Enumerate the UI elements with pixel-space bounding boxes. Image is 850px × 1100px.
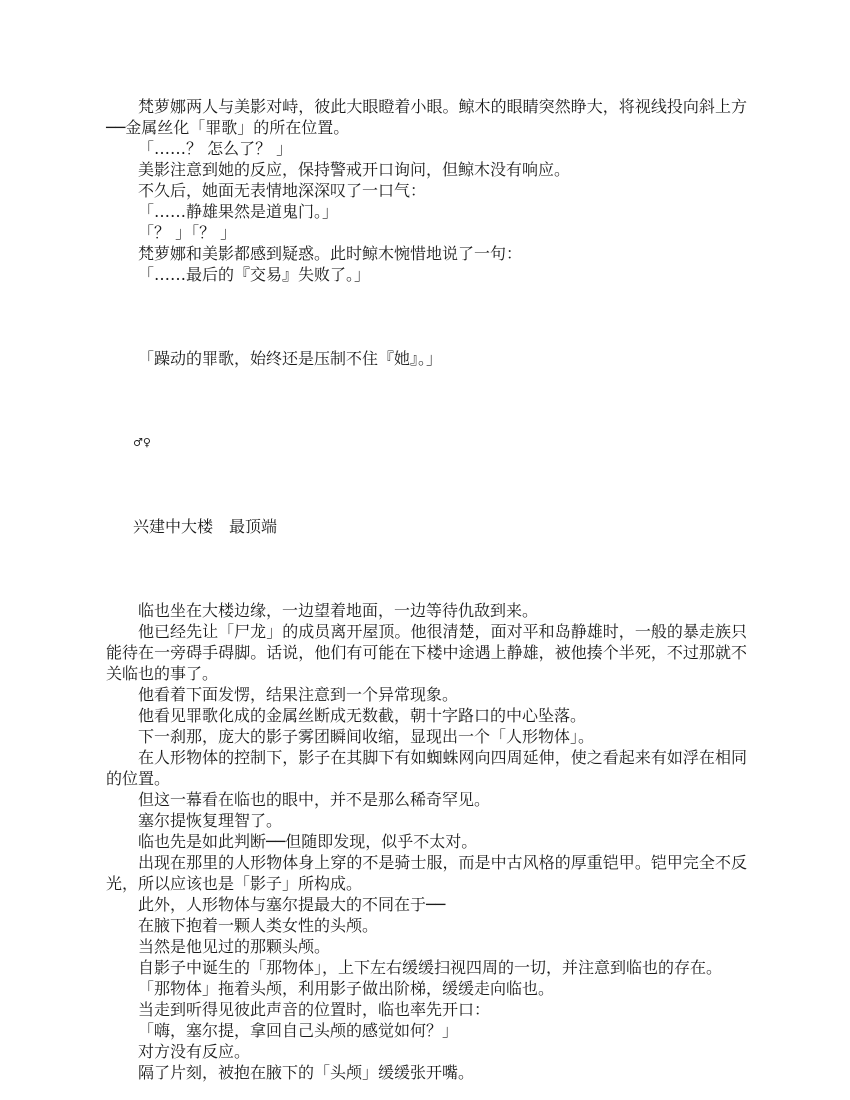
paragraph: 下一刹那，庞大的影子雾团瞬间收缩，显现出一个「人形物体」。 bbox=[138, 727, 595, 746]
paragraph: 不久后，她面无表情地深深叹了一口气： bbox=[138, 181, 427, 200]
paragraph: 出现在那里的人形物体身上穿的不是骑士服，而是中古风格的厚重铠甲。铠甲完全不反光，所以应该也是「影子」所构成。 bbox=[106, 853, 747, 893]
paragraph: 「……静雄果然是道鬼门。」 bbox=[138, 202, 339, 221]
paragraph: 「……最后的『交易』失败了。」 bbox=[138, 265, 371, 284]
paragraph: 当走到听得见彼此声音的位置时，临也率先开口： bbox=[138, 1000, 491, 1019]
paragraph: 对方没有反应。 bbox=[138, 1042, 251, 1061]
paragraph: 「嗨，塞尔提，拿回自己头颅的感觉如何？」 bbox=[138, 1021, 459, 1040]
paragraph: 在人形物体的控制下，影子在其脚下有如蜘蛛网向四周延伸，使之看起来有如浮在相同的位置。 bbox=[106, 748, 747, 788]
paragraph: 自影子中诞生的「那物体」，上下左右缓缓扫视四周的一切，并注意到临也的存在。 bbox=[138, 958, 723, 977]
scene-break-symbol: ♂♀ bbox=[133, 436, 151, 449]
paragraph: 他已经先让「尸龙」的成员离开屋顶。他很清楚，面对平和岛静雄时，一般的暴走族只能待在一旁碍手碍脚。话说，他们有可能在下楼中途遇上静雄，被他揍个半死，不过那就不关临也的事了。 bbox=[106, 622, 747, 683]
paragraph: 塞尔提恢复理智了。 bbox=[138, 811, 283, 830]
paragraph: 「那物体」拖着头颅，利用影子做出阶梯，缓缓走向临也。 bbox=[138, 979, 555, 998]
paragraph: 隔了片刻，被抱在腋下的「头颅」缓缓张开嘴。 bbox=[138, 1063, 475, 1082]
document-page bbox=[106, 96, 747, 1083]
scene-title: 兴建中大楼 最顶端 bbox=[133, 517, 278, 536]
paragraph: 「……？ 怎么了？ 」 bbox=[138, 139, 293, 158]
spacer bbox=[106, 453, 747, 516]
spacer bbox=[106, 369, 747, 432]
section-2 bbox=[106, 600, 747, 1083]
paragraph: 「？ 」「？ 」 bbox=[138, 223, 237, 242]
spacer bbox=[106, 537, 747, 600]
paragraph: 但这一幕看在临也的眼中，并不是那么稀奇罕见。 bbox=[138, 790, 491, 809]
paragraph: 此外，人形物体与塞尔提最大的不同在于── bbox=[138, 895, 446, 914]
paragraph: 当然是他见过的那颗头颅。 bbox=[138, 937, 331, 956]
paragraph: 梵萝娜和美影都感到疑惑。此时鲸木惋惜地说了一句： bbox=[138, 244, 523, 263]
section-1 bbox=[106, 96, 747, 369]
paragraph: 美影注意到她的反应，保持警戒开口询问，但鲸木没有响应。 bbox=[138, 160, 571, 179]
paragraph: 临也先是如此判断──但随即发现，似乎不太对。 bbox=[138, 832, 478, 851]
paragraph: 在腋下抱着一颗人类女性的头颅。 bbox=[138, 916, 379, 935]
isolated-quote: 「躁动的罪歌，始终还是压制不住『她』。」 bbox=[138, 349, 443, 368]
paragraph: 他看着下面发愣，结果注意到一个异常现象。 bbox=[138, 685, 459, 704]
spacer bbox=[106, 285, 747, 348]
paragraph: 梵萝娜两人与美影对峙，彼此大眼瞪着小眼。鲸木的眼睛突然睁大，将视线投向斜上方──金属丝化「罪歌」的所在位置。 bbox=[106, 97, 747, 137]
paragraph: 他看见罪歌化成的金属丝断成无数截，朝十字路口的中心坠落。 bbox=[138, 706, 587, 725]
paragraph: 临也坐在大楼边缘，一边望着地面，一边等待仇敌到来。 bbox=[138, 601, 539, 620]
